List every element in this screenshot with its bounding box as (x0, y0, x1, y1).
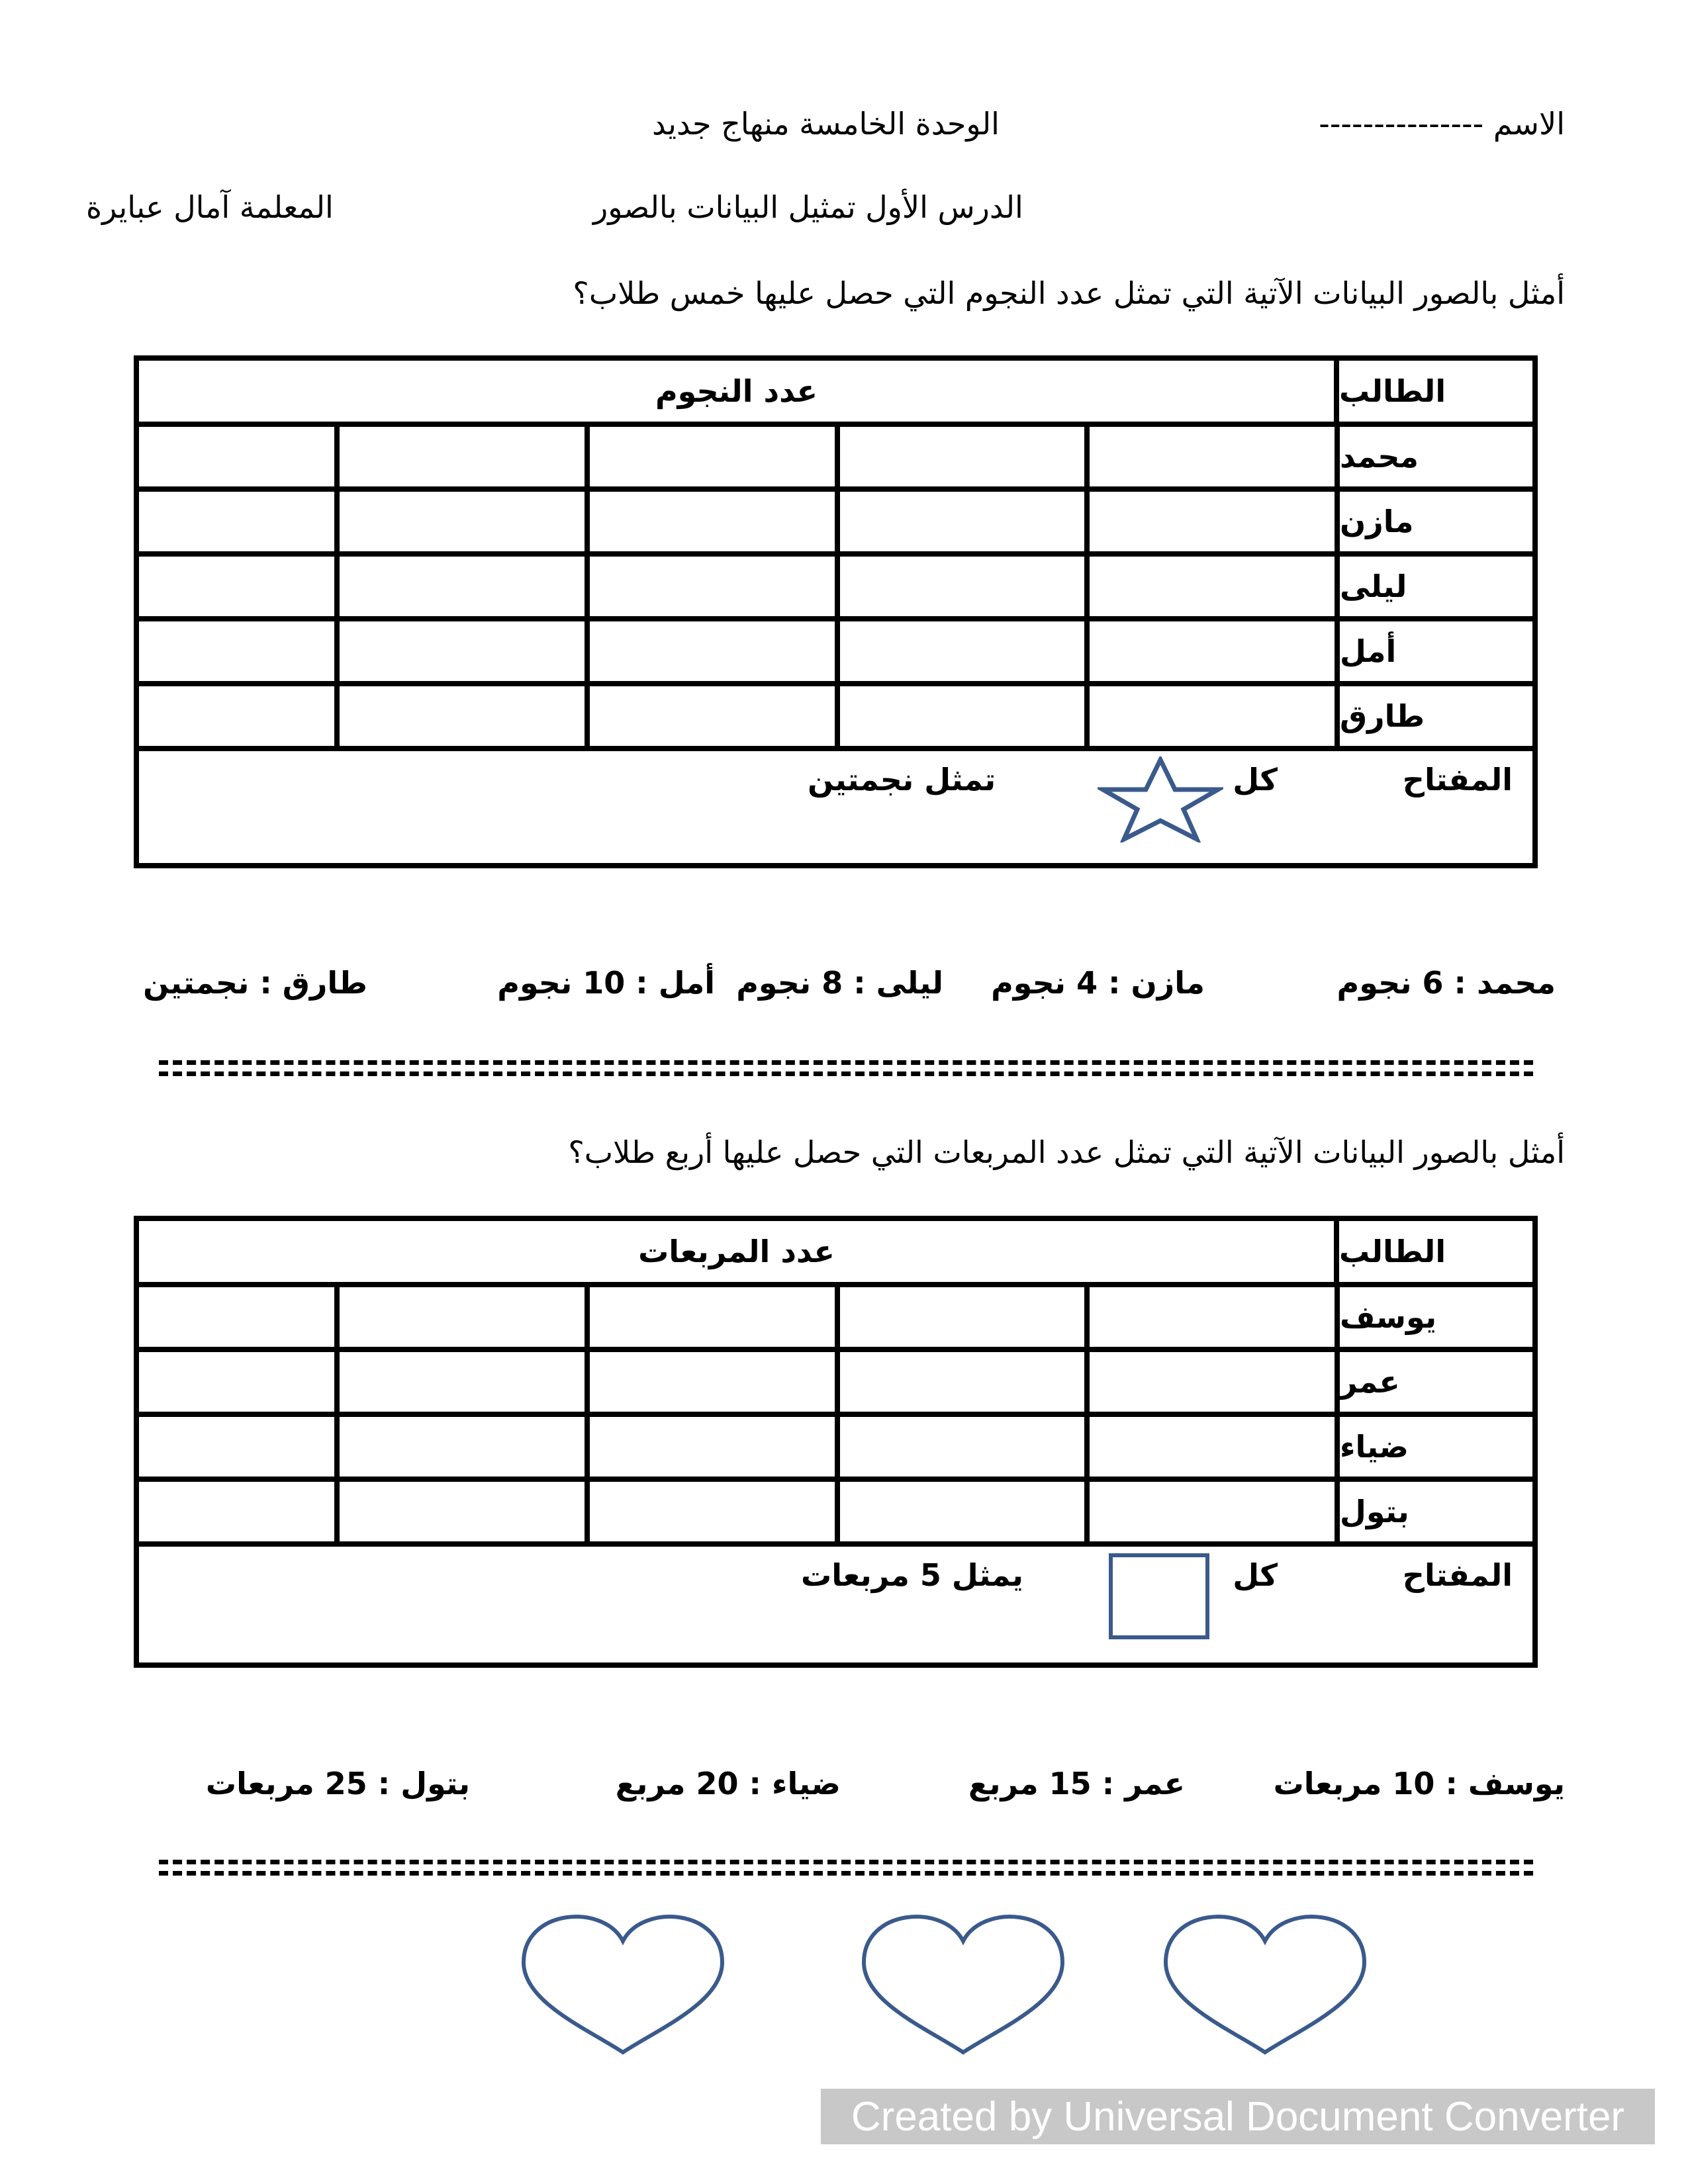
student-name: طارق (1335, 686, 1532, 746)
answer-1-1: مازن : 4 نجوم (991, 965, 1205, 1001)
watermark: Created by Universal Document Converter (821, 2089, 1655, 2144)
blank-cell[interactable] (835, 427, 1085, 486)
squares-table (134, 1216, 1538, 1668)
blank-cell[interactable] (334, 427, 585, 486)
table-row (139, 557, 1532, 621)
blank-cell[interactable] (334, 557, 585, 616)
table-row (139, 1287, 1532, 1352)
blank-cell[interactable] (139, 621, 334, 681)
key-each: كل (1233, 1557, 1278, 1593)
blank-cell[interactable] (585, 1287, 835, 1347)
blank-cell[interactable] (585, 427, 835, 486)
blank-cell[interactable] (1084, 1417, 1335, 1477)
table-header-row (139, 1221, 1532, 1287)
lesson-title: الدرس الأول تمثيل البيانات بالصور (593, 189, 1023, 225)
question-1: أمثل بالصور البيانات الآتية التي تمثل عدد النجوم التي حصل عليها خمس طلاب؟ (573, 275, 1565, 311)
student-name: محمد (1335, 427, 1532, 486)
key-label: المفتاح (1402, 762, 1513, 797)
key-meaning: تمثل نجمتين (808, 762, 996, 797)
blank-cell[interactable] (334, 621, 585, 681)
blank-cell[interactable] (585, 1352, 835, 1412)
blank-cell[interactable] (1084, 1352, 1335, 1412)
table-row (139, 492, 1532, 557)
blank-cell[interactable] (139, 686, 334, 746)
header-count: عدد المربعات (638, 1234, 835, 1269)
blank-cell[interactable] (334, 492, 585, 551)
blank-cell[interactable] (835, 686, 1085, 746)
table-row (139, 686, 1532, 751)
key-label: المفتاح (1402, 1557, 1513, 1593)
header-student: الطالب (1334, 1221, 1532, 1282)
student-name: عمر (1335, 1352, 1532, 1412)
blank-cell[interactable] (139, 1352, 334, 1412)
blank-cell[interactable] (585, 557, 835, 616)
heart-icon (861, 1909, 1066, 2056)
blank-cell[interactable] (334, 1287, 585, 1347)
student-name: يوسف (1335, 1287, 1532, 1347)
heart-icon (520, 1909, 726, 2056)
key-each: كل (1233, 762, 1278, 797)
table-row (139, 1352, 1532, 1417)
header-count: عدد النجوم (655, 373, 818, 409)
question-2: أمثل بالصور البيانات الآتية التي تمثل عدد المربعات التي حصل عليها أربع طلاب؟ (568, 1134, 1565, 1170)
answer-1-4: طارق : نجمتين (143, 965, 367, 1001)
blank-cell[interactable] (585, 1417, 835, 1477)
student-name: بتول (1335, 1482, 1532, 1541)
blank-cell[interactable] (139, 492, 334, 551)
answer-1-2: ليلى : 8 نجوم (736, 965, 943, 1001)
blank-cell[interactable] (334, 1417, 585, 1477)
blank-cell[interactable] (835, 1417, 1085, 1477)
blank-cell[interactable] (1084, 686, 1335, 746)
key-meaning: يمثل 5 مربعات (801, 1557, 1023, 1593)
blank-cell[interactable] (139, 427, 334, 486)
separator-line (159, 1060, 1533, 1076)
square-icon (1109, 1553, 1209, 1639)
blank-cell[interactable] (1084, 492, 1335, 551)
name-field-label: الاسم --------------- (1319, 106, 1565, 142)
blank-cell[interactable] (835, 1352, 1085, 1412)
answer-2-3: بتول : 25 مربعات (205, 1766, 470, 1801)
blank-cell[interactable] (334, 1352, 585, 1412)
student-name: أمل (1335, 621, 1532, 681)
table-row (139, 1482, 1532, 1547)
blank-cell[interactable] (835, 1287, 1085, 1347)
blank-cell[interactable] (139, 1482, 334, 1541)
student-name: ليلى (1335, 557, 1532, 616)
table-row (139, 621, 1532, 686)
table-row (139, 1417, 1532, 1482)
blank-cell[interactable] (1084, 621, 1335, 681)
student-name: مازن (1335, 492, 1532, 551)
unit-title: الوحدة الخامسة منهاج جديد (652, 106, 1000, 142)
blank-cell[interactable] (139, 1417, 334, 1477)
blank-cell[interactable] (835, 621, 1085, 681)
separator-line (159, 1860, 1533, 1876)
answer-2-2: ضياء : 20 مربع (615, 1766, 841, 1801)
answer-2-0: يوسف : 10 مربعات (1273, 1766, 1565, 1801)
answer-1-3: أمل : 10 نجوم (497, 965, 715, 1001)
heart-icon (1162, 1909, 1368, 2056)
blank-cell[interactable] (1084, 557, 1335, 616)
blank-cell[interactable] (585, 621, 835, 681)
answer-2-1: عمر : 15 مربع (968, 1766, 1185, 1801)
blank-cell[interactable] (334, 686, 585, 746)
blank-cell[interactable] (334, 1482, 585, 1541)
blank-cell[interactable] (835, 1482, 1085, 1541)
blank-cell[interactable] (139, 557, 334, 616)
blank-cell[interactable] (585, 686, 835, 746)
stars-table (134, 355, 1538, 868)
blank-cell[interactable] (1084, 1287, 1335, 1347)
teacher-name: المعلمة آمال عبايرة (86, 189, 334, 225)
blank-cell[interactable] (835, 492, 1085, 551)
key-row (139, 1547, 1532, 1662)
blank-cell[interactable] (1084, 427, 1335, 486)
blank-cell[interactable] (835, 557, 1085, 616)
star-icon (1098, 756, 1223, 842)
table-row (139, 427, 1532, 492)
table-header-row (139, 361, 1532, 427)
header-student: الطالب (1334, 361, 1532, 422)
blank-cell[interactable] (585, 492, 835, 551)
student-name: ضياء (1335, 1417, 1532, 1477)
answer-1-0: محمد : 6 نجوم (1336, 965, 1556, 1001)
blank-cell[interactable] (585, 1482, 835, 1541)
blank-cell[interactable] (139, 1287, 334, 1347)
blank-cell[interactable] (1084, 1482, 1335, 1541)
key-row (139, 751, 1532, 867)
